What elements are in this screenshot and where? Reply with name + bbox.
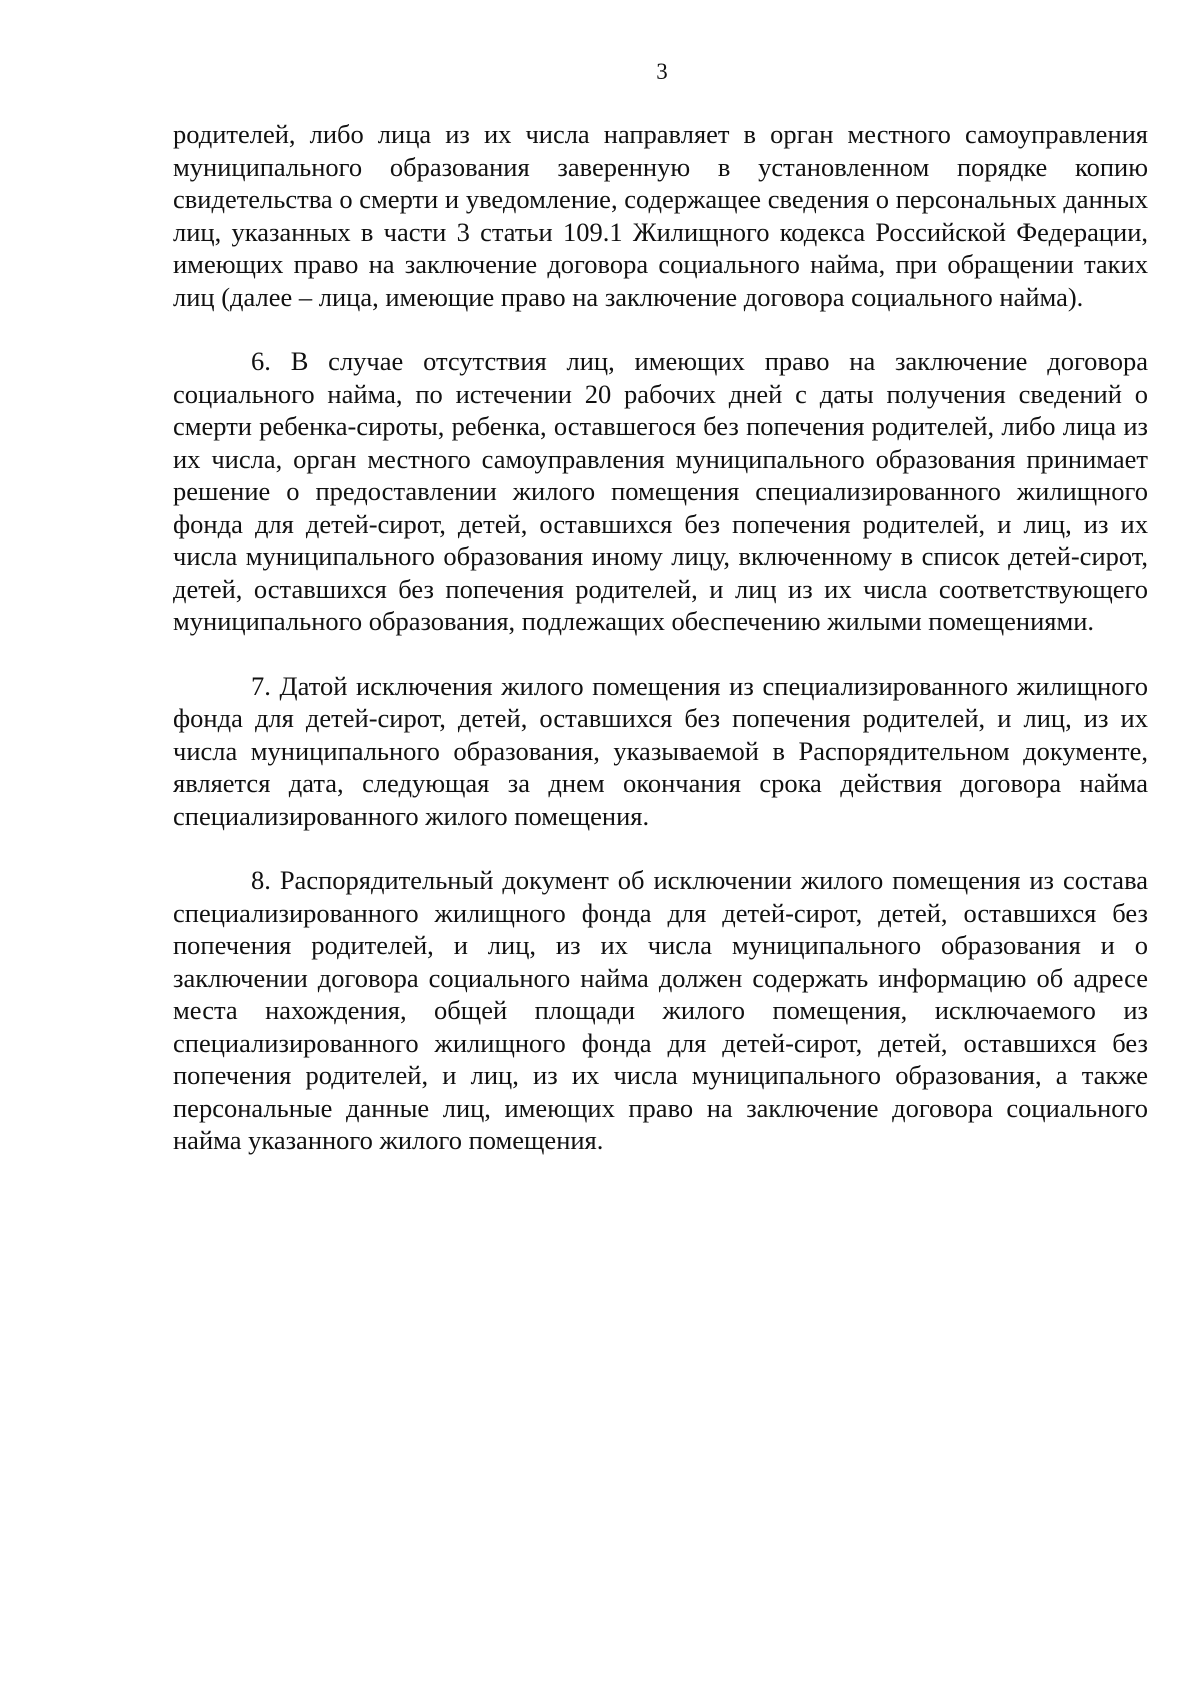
paragraph-6: 6. В случае отсутствия лиц, имеющих право на заключение договора социального найма, по истечении 20 рабочих дней с даты получения сведений о смерти ребенка-сироты, ребенка, оставшегося без попечения родителей, либо лица из их числа, орган местного самоуправления муниципального образования принимает решение о предоставлении жилого помещения специализированного жилищного фонда для детей-сирот, детей, оставшихся без попечения родителей, и лиц, из их числа муниципального образования иному лицу, включенному в список детей-сирот, детей, оставшихся без попечения родителей, и лиц из их числа соответствующего муниципального образования, подлежащих обеспечению жилыми помещениями.: [173, 346, 1148, 636]
paragraph-7: 7. Датой исключения жилого помещения из специализированного жилищного фонда для детей-сирот, детей, оставшихся без попечения родителей, и лиц, из их числа муниципального образования, указываемой в Распорядительном документе, является дата, следующая за днем окончания срока действия договора найма специализированного жилого помещения.: [173, 670, 1148, 831]
document-body: [173, 118, 1148, 1157]
paragraph-8: 8. Распорядительный документ об исключении жилого помещения из состава специализированного жилищного фонда для детей-сирот, детей, оставшихся без попечения родителей, и лиц, из их числа муниципального образования и о заключении договора социального найма должен содержать информацию об адресе места нахождения, общей площади жилого помещения, исключаемого из специализированного жилищного фонда для детей-сирот, детей, оставшихся без попечения родителей, и лиц, из их числа муниципального образования, а также персональные данные лиц, имеющих право на заключение договора социального найма указанного жилого помещения.: [173, 865, 1148, 1155]
page-number: 3: [656, 59, 668, 84]
paragraph-continuation: родителей, либо лица из их числа направляет в орган местного самоуправления муниципального образования заверенную в установленном порядке копию свидетельства о смерти и уведомление, содержащее сведения о персональных данных лиц, указанных в части 3 статьи 109.1 Жилищного кодекса Российской Федерации, имеющих право на заключение договора социального найма, при обращении таких лиц (далее – лица, имеющие право на заключение договора социального найма).: [173, 119, 1148, 312]
